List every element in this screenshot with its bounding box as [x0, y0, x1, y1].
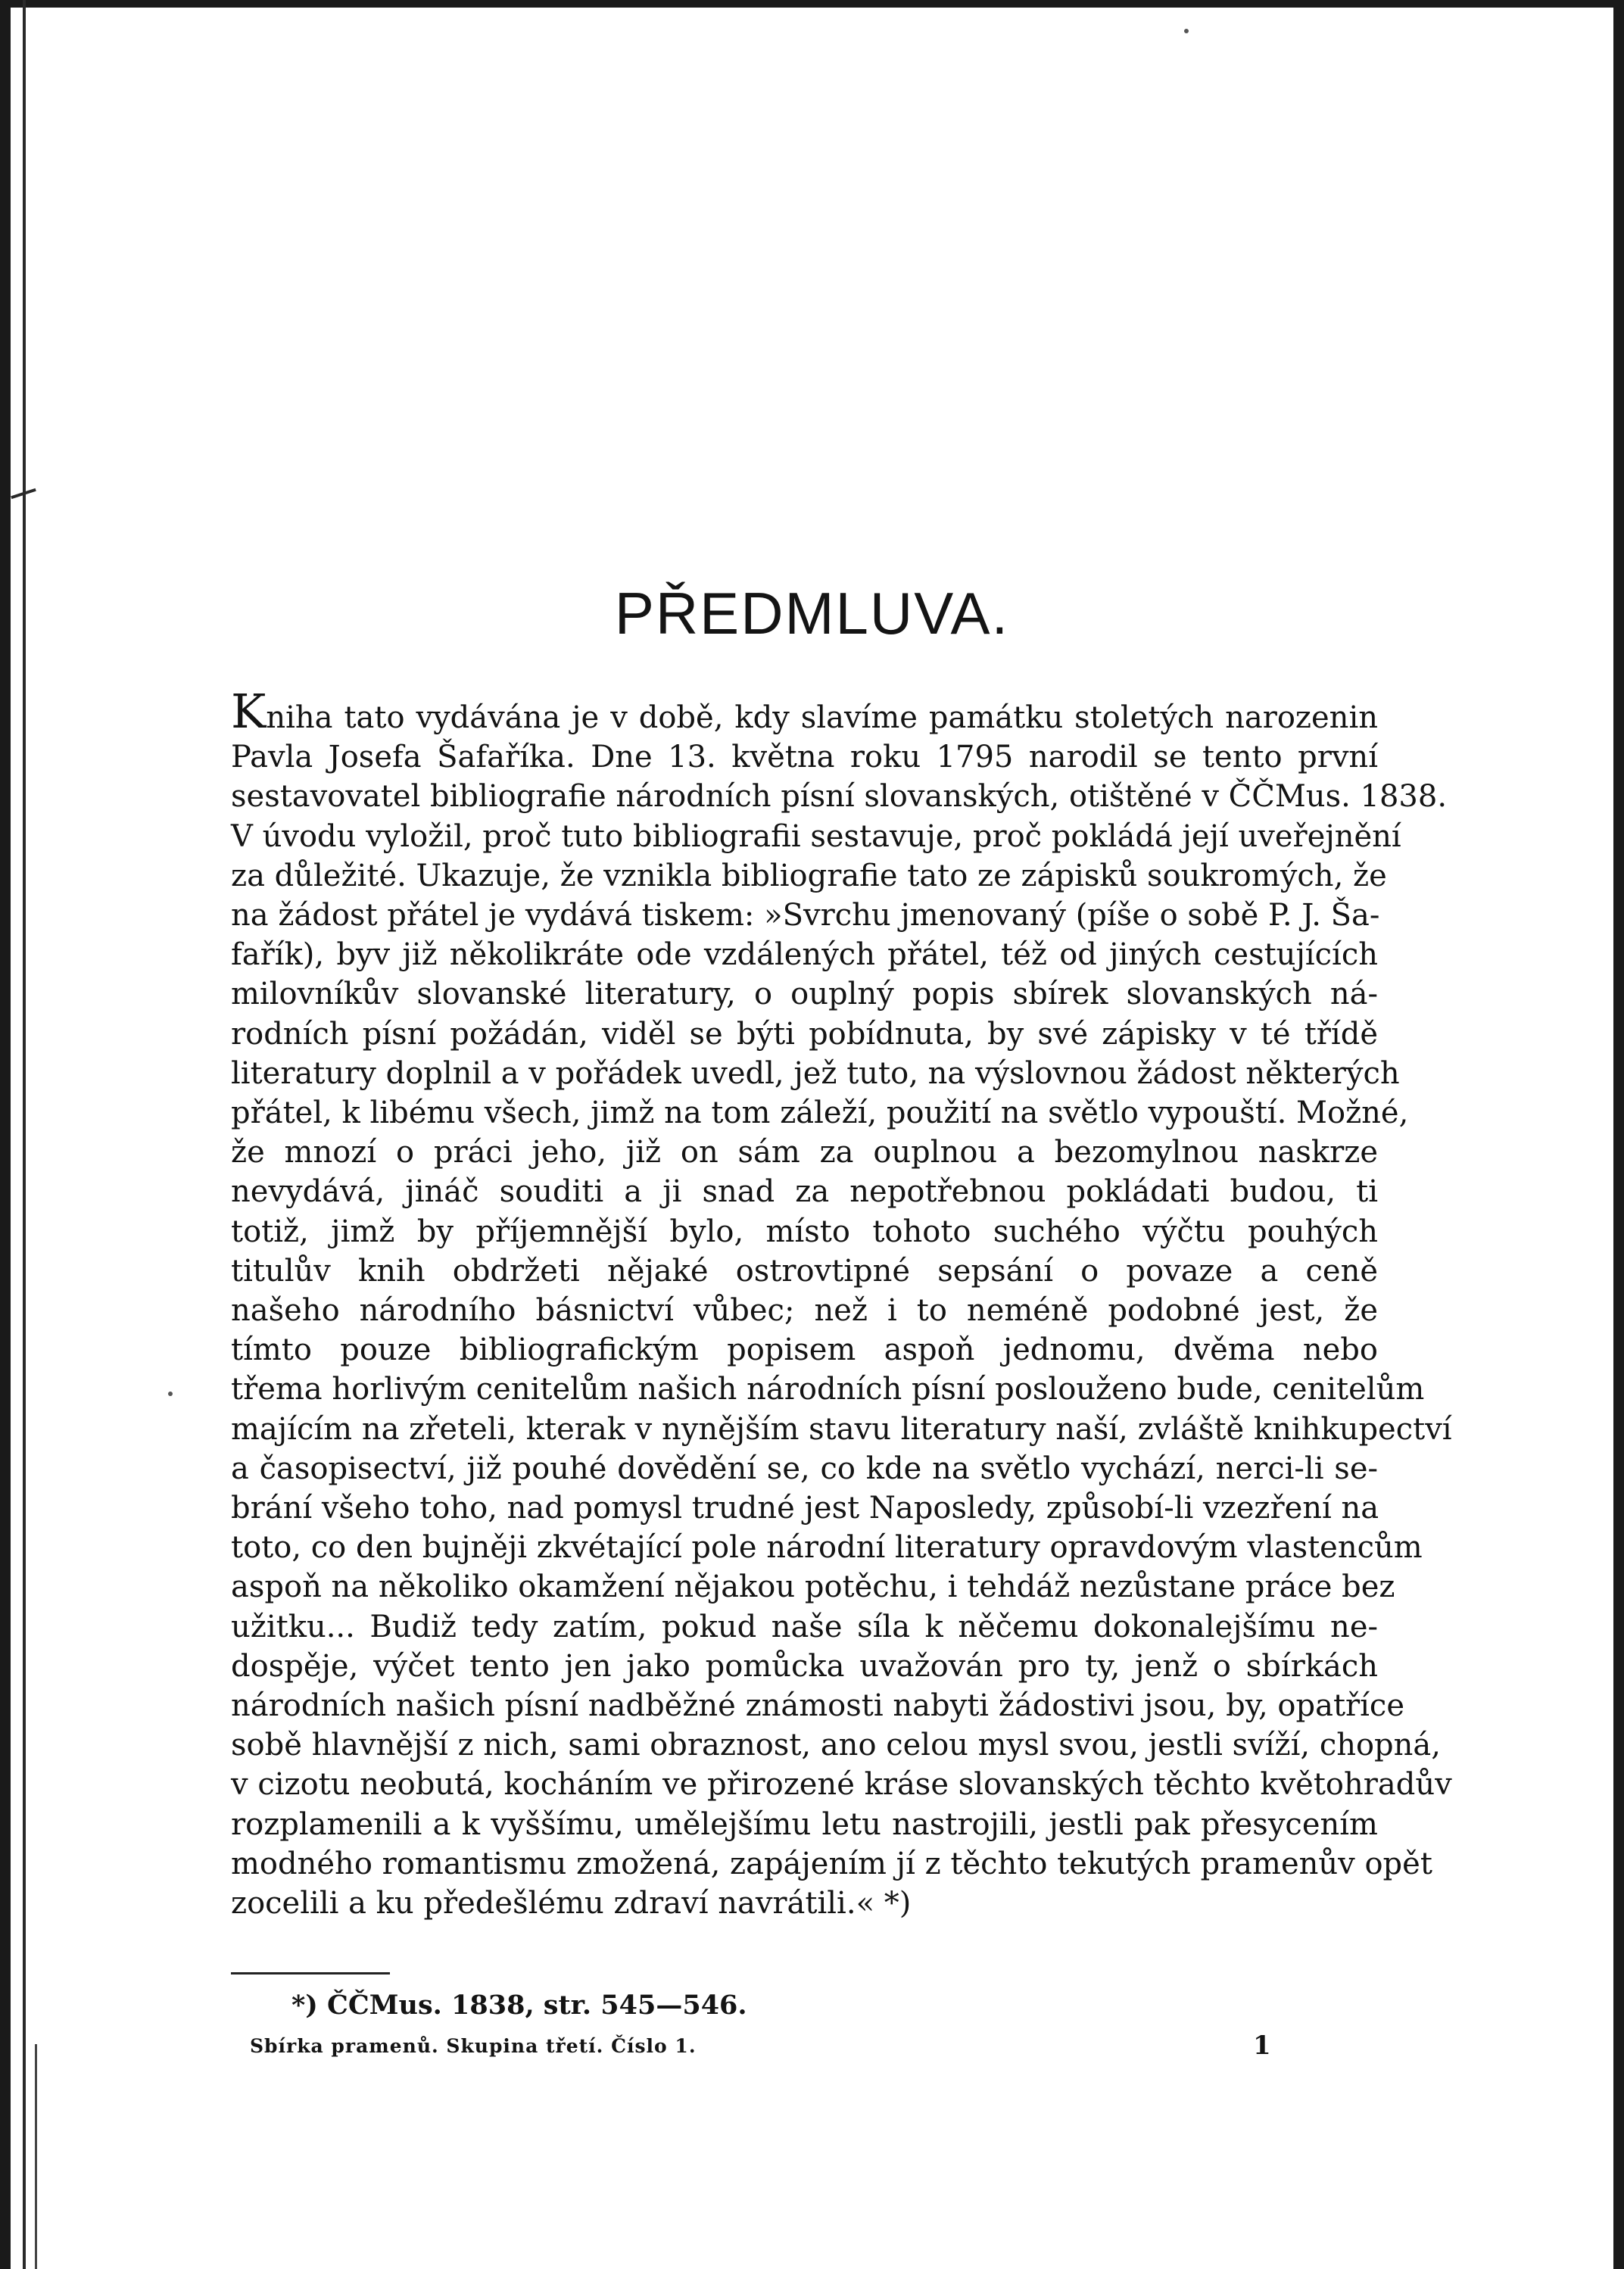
binding-line	[23, 0, 26, 2269]
text-line: že mnozí o práci jeho, již on sám za ouplnou a bezomylnou naskrze	[231, 1135, 1378, 1170]
text-line: přátel, k libému všech, jimž na tom záleží, použití na světlo vypouští. Možné,	[231, 1096, 1409, 1131]
text-line: sestavovatel bibliografie národních písní slovanských, otištěné v ČČMus. 1838.	[231, 779, 1448, 815]
text-line: za důležité. Ukazuje, že vznikla bibliografie tato ze zápisků soukromých, že	[231, 858, 1387, 893]
text-line: Kniha tato vydávána je v době, kdy slavíme památku stoletých narozenin	[231, 684, 1378, 739]
text-line: majícím na zřeteli, kterak v nynějším stavu literatury naší, zvláště knihkupectví	[231, 1411, 1452, 1447]
preface-paragraph	[231, 684, 1452, 1923]
text-line: titulův knih obdržeti nějaké ostrovtipné sepsání o povaze a ceně	[231, 1253, 1378, 1289]
text-line: Pavla Josefa Šafaříka. Dne 13. května roku 1795 narodil se tento první	[231, 740, 1378, 775]
text-line: modného romantismu zmožená, zapájením jí z těchto tekutých pramenův opět	[231, 1846, 1432, 1881]
text-line: brání všeho toho, nad pomysl trudné jest Naposledy, způsobí-li vzezření na	[231, 1491, 1379, 1526]
scan-edge-right	[1613, 0, 1624, 2269]
page-number: 1	[1253, 2031, 1271, 2061]
series-signature: Sbírka pramenů. Skupina třetí. Číslo 1.	[250, 2035, 697, 2057]
text-line: užitku... Budiž tedy zatím, pokud naše síla k něčemu dokonalejšímu ne-	[231, 1609, 1378, 1644]
text-line: literatury doplnil a v pořádek uvedl, jež tuto, na výslovnou žádost některých	[231, 1055, 1400, 1091]
text-line: fařík), byv již několikráte ode vzdálených přátel, též od jiných cestujících	[231, 937, 1378, 973]
scan-edge-left	[0, 0, 11, 2269]
text-line: a časopisectví, již pouhé dovědění se, co kde na světlo vychází, nerci-li se-	[231, 1451, 1378, 1486]
binding-line-lower	[35, 2044, 37, 2269]
text-line: tímto pouze bibliografickým popisem aspoň jednomu, dvěma nebo	[231, 1332, 1378, 1368]
text-line: na žádost přátel je vydává tiskem: »Svrchu jmenovaný (píše o sobě P. J. Ša-	[231, 898, 1380, 933]
text-line: zocelili a ku předešlému zdraví navrátili.« *)	[231, 1886, 912, 1921]
speck-mark	[1184, 29, 1189, 33]
speck-mark	[168, 1392, 173, 1396]
scan-edge-top	[0, 0, 1624, 8]
text-line: V úvodu vyložil, proč tuto bibliografii sestavuje, proč pokládá její uveřejnění	[231, 818, 1401, 854]
text-line: v cizotu neobutá, kocháním ve přirozené kráse slovanských těchto květohradův	[231, 1767, 1452, 1803]
text-line: totiž, jimž by příjemnější bylo, místo tohoto suchého výčtu pouhých	[231, 1214, 1378, 1249]
text-line: národních našich písní nadběžné známosti nabyti žádostivi jsou, by, opatříce	[231, 1688, 1404, 1724]
text-line: třema horlivým cenitelům našich národních písní poslouženo bude, cenitelům	[231, 1372, 1425, 1407]
text-line: rozplamenili a k vyššímu, umělejšímu letu nastrojili, jestli pak přesycením	[231, 1806, 1378, 1842]
page-title: PŘEDMLUVA.	[614, 580, 1010, 647]
footnote: *) ČČMus. 1838, str. 545—546.	[291, 1990, 747, 2021]
text-line: milovníkův slovanské literatury, o ouplný popis sbírek slovanských ná-	[231, 977, 1378, 1012]
text-line: dospěje, výčet tento jen jako pomůcka uvažován pro ty, jenž o sbírkách	[231, 1648, 1378, 1684]
text-line: toto, co den bujněji zkvétající pole národní literatury opravdovým vlastencům	[231, 1530, 1423, 1566]
text-line: aspoň na několiko okamžení nějakou potěchu, i tehdáž nezůstane práce bez	[231, 1569, 1395, 1605]
footnote-rule	[231, 1972, 390, 1974]
text-line: nevydává, jináč souditi a ji snad za nepotřebnou pokládati budou, ti	[231, 1174, 1378, 1210]
text-line: sobě hlavnější z nich, sami obraznost, ano celou mysl svou, jestli svíží, chopná,	[231, 1728, 1441, 1763]
drop-cap: K	[231, 684, 267, 739]
text-line: našeho národního básnictví vůbec; než i to neméně podobné jest, že	[231, 1293, 1378, 1329]
text-line: rodních písní požádán, viděl se býti pobídnuta, by své zápisky v té třídě	[231, 1016, 1378, 1052]
